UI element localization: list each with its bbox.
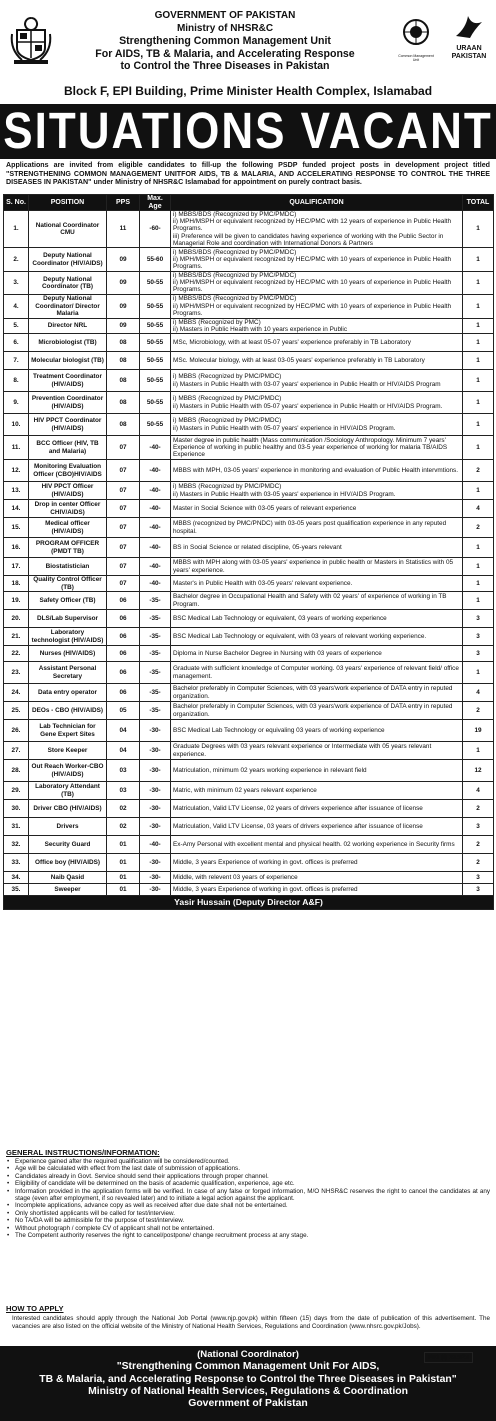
cell-max-age: -30- <box>140 720 171 742</box>
cell-position: Driver CBO (HIV/AIDS) <box>29 800 107 818</box>
cell-sno: 18. <box>4 576 29 592</box>
cell-max-age: 50-55 <box>140 370 171 392</box>
cell-position: Data entry operator <box>29 684 107 702</box>
table-row <box>4 818 494 836</box>
cell-pps: 01 <box>107 884 140 896</box>
cell-pps: 06 <box>107 684 140 702</box>
cell-total: 1 <box>463 318 494 333</box>
cell-sno: 30. <box>4 800 29 818</box>
cell-position: HIV PPCT Officer (HIV/AIDS) <box>29 482 107 500</box>
cell-pps: 03 <box>107 760 140 782</box>
instruction-item: • Only shortlisted applicants will be called for test/interview. <box>6 1210 490 1217</box>
cmu-logo-caption: Common Management Unit <box>398 54 434 62</box>
cell-position: Deputy National Coordinator/ Director Malaria <box>29 294 107 318</box>
header-pps: PPS <box>107 195 140 211</box>
cell-total: 3 <box>463 884 494 896</box>
cell-max-age: -35- <box>140 610 171 628</box>
cell-qualification: i) MBBS/BDS (Recognized by PMC/PMDC) ii) MPH/MSPH or equivalent recognized by HEC/PMC with 12 years of experience in Public Health Programs. iii) Preference will be given to candidates having experience of working with the Public Sector in Managerial Role and coordination with International Donors & Partners <box>171 211 463 248</box>
banner-text: SITUATIONS VACANT <box>3 103 493 160</box>
table-row <box>4 854 494 872</box>
cell-pps: 04 <box>107 720 140 742</box>
table-row <box>4 294 494 318</box>
cell-sno: 25. <box>4 702 29 720</box>
cell-total: 2 <box>463 836 494 854</box>
cell-pps: 05 <box>107 702 140 720</box>
cell-max-age: -30- <box>140 884 171 896</box>
cmu-logo-icon <box>396 18 436 62</box>
cell-sno: 5. <box>4 318 29 333</box>
cell-total: 1 <box>463 662 494 684</box>
header-address: Block F, EPI Building, Prime Minister Health Complex, Islamabad <box>63 84 433 98</box>
cell-max-age: -35- <box>140 684 171 702</box>
cell-total: 12 <box>463 760 494 782</box>
cell-sno: 32. <box>4 836 29 854</box>
cell-pps: 04 <box>107 742 140 760</box>
cell-position: Sweeper <box>29 884 107 896</box>
cell-qualification: Ex-Amy Personal with excellent mental and physical health. 02 working experience in Security firms <box>171 836 463 854</box>
table-row <box>4 884 494 896</box>
header-line-government: GOVERNMENT OF PAKISTAN <box>154 10 296 21</box>
cell-qualification: i) MBBS/BDS (Recognized by PMC/PMDC) ii) MPH/MSPH or equivalent recognized by HEC/PMC with 10 years of experience in Public Health Programs. <box>171 248 463 272</box>
cell-qualification: i) MBBS (Recognized by PMC) ii) Masters in Public Health with 10 years experience in Public <box>171 318 463 333</box>
cell-sno: 6. <box>4 334 29 352</box>
cell-sno: 28. <box>4 760 29 782</box>
cell-sno: 22. <box>4 646 29 662</box>
table-row <box>4 352 494 370</box>
cell-sno: 24. <box>4 684 29 702</box>
table-row <box>4 576 494 592</box>
cell-total: 1 <box>463 482 494 500</box>
cell-total: 1 <box>463 352 494 370</box>
cell-qualification: Matriculation, Valid LTV License, 02 years of drivers experience after issuance of license <box>171 800 463 818</box>
signatory-row <box>4 896 494 910</box>
cell-total: 3 <box>463 646 494 662</box>
cell-position: DEOs - CBO (HIV/AIDS) <box>29 702 107 720</box>
cell-pps: 01 <box>107 872 140 884</box>
cell-total: 4 <box>463 684 494 702</box>
cell-position: Naib Qasid <box>29 872 107 884</box>
cell-pps: 07 <box>107 482 140 500</box>
table-row <box>4 592 494 610</box>
cell-pps: 07 <box>107 436 140 460</box>
table-row <box>4 538 494 558</box>
cell-total: 1 <box>463 592 494 610</box>
footer-line-unit: "Strengthening Common Management Unit For AIDS, <box>116 1361 380 1373</box>
cell-pps: 02 <box>107 800 140 818</box>
table-row <box>4 720 494 742</box>
cell-qualification: Bachelor degree in Occupational Health and Safety with 02 years' of experience of working in TB Program. <box>171 592 463 610</box>
cell-qualification: BSC Medical Lab Technology or equivalent, with 03 years of relevant working experience. <box>171 628 463 646</box>
cell-qualification: i) MBBS (Recognized by PMC/PMDC) ii) Masters in Public Health with 03-05 years' experience in HIV/AIDS Program. <box>171 482 463 500</box>
cell-position: Security Guard <box>29 836 107 854</box>
cell-qualification: i) MBBS (Recognized by PMC/PMDC) ii) Masters in Public Health with 05-07 years' experience in HIV/AIDS Program. <box>171 414 463 436</box>
cell-sno: 8. <box>4 370 29 392</box>
cell-position: Medical officer (HIV/AIDS) <box>29 518 107 538</box>
cell-pps: 08 <box>107 334 140 352</box>
table-row <box>4 248 494 272</box>
cell-qualification: Middle, 3 years Experience of working in govt. offices is preferred <box>171 854 463 872</box>
cell-max-age: 50-55 <box>140 414 171 436</box>
cell-position: Quality Control Officer (TB) <box>29 576 107 592</box>
cell-max-age: -30- <box>140 800 171 818</box>
cell-pps: 09 <box>107 272 140 295</box>
cell-sno: 15. <box>4 518 29 538</box>
table-row <box>4 662 494 684</box>
instruction-item: • No TA/DA will be admissible for the purpose of test/interview. <box>6 1217 490 1224</box>
cell-total: 2 <box>463 702 494 720</box>
cell-total: 1 <box>463 211 494 248</box>
footer-line-government: Government of Pakistan <box>188 1398 308 1410</box>
table-row <box>4 872 494 884</box>
general-instructions-title: GENERAL INSTRUCTIONS/INFORMATION: <box>6 1148 160 1157</box>
cell-total: 1 <box>463 576 494 592</box>
cell-position: Nurses (HIV/AIDS) <box>29 646 107 662</box>
cell-max-age: -40- <box>140 436 171 460</box>
cell-position: PROGRAM OFFICER (PMDT TB) <box>29 538 107 558</box>
cell-position: Treatment Coordinator (HIV/AIDS) <box>29 370 107 392</box>
cell-sno: 14. <box>4 500 29 518</box>
cell-total: 2 <box>463 460 494 482</box>
cell-total: 1 <box>463 272 494 295</box>
table-row <box>4 414 494 436</box>
cell-max-age: -30- <box>140 760 171 782</box>
cell-sno: 21. <box>4 628 29 646</box>
table-row <box>4 782 494 800</box>
cell-position: Office boy (HIV/AIDS) <box>29 854 107 872</box>
cell-pps: 03 <box>107 782 140 800</box>
cell-qualification: Diploma in Nurse Bachelor Degree in Nursing with 03 years of experience <box>171 646 463 662</box>
cell-total: 3 <box>463 610 494 628</box>
cell-sno: 3. <box>4 272 29 295</box>
header-line-unit: Strengthening Common Management Unit <box>119 35 331 48</box>
table-row <box>4 742 494 760</box>
cell-max-age: -30- <box>140 818 171 836</box>
cell-max-age: -40- <box>140 482 171 500</box>
table-row <box>4 702 494 720</box>
cell-max-age: -30- <box>140 872 171 884</box>
table-row <box>4 436 494 460</box>
cell-position: Molecular biologist (TB) <box>29 352 107 370</box>
cell-max-age: -40- <box>140 460 171 482</box>
cell-sno: 13. <box>4 482 29 500</box>
cell-max-age: 50-55 <box>140 392 171 414</box>
cell-max-age: -60- <box>140 211 171 248</box>
cell-qualification: Bachelor preferably in Computer Sciences, with 03 years'work experience of DATA entry in reputed organization. <box>171 684 463 702</box>
header-qualification: QUALIFICATION <box>171 195 463 211</box>
table-row <box>4 684 494 702</box>
cell-total: 1 <box>463 248 494 272</box>
cell-pps: 06 <box>107 610 140 628</box>
cell-max-age: -30- <box>140 782 171 800</box>
cell-position: Deputy National Coordinator (TB) <box>29 272 107 295</box>
cell-qualification: Middle, 3 years Experience of working in govt. offices is preferred <box>171 884 463 896</box>
cell-qualification: MBBS (recognized by PMC/PNDC) with 03-05 years post qualification experience in any reputed hospital. <box>171 518 463 538</box>
cell-total: 3 <box>463 818 494 836</box>
cell-max-age: -40- <box>140 500 171 518</box>
cell-total: 1 <box>463 436 494 460</box>
table-row <box>4 836 494 854</box>
table-row <box>4 800 494 818</box>
header-text-block <box>60 10 390 73</box>
cell-total: 2 <box>463 854 494 872</box>
table-row <box>4 482 494 500</box>
cell-position: HIV PPCT Coordinator (HIV/AIDS) <box>29 414 107 436</box>
cell-qualification: Master degree in public health (Mass communication /Sociology Anthropology. Minimum 7 years' Experience of working in public healthy and 03-5 year experience of working for malaria TB/AIDS Experience <box>171 436 463 460</box>
table-header-row <box>4 195 494 211</box>
cell-pps: 07 <box>107 518 140 538</box>
cell-sno: 27. <box>4 742 29 760</box>
cell-sno: 29. <box>4 782 29 800</box>
header-line-response: For AIDS, TB & Malaria, and Accelerating Response <box>95 47 355 60</box>
cell-total: 1 <box>463 538 494 558</box>
cell-pps: 09 <box>107 248 140 272</box>
cell-total: 2 <box>463 518 494 538</box>
table-row <box>4 334 494 352</box>
pakistan-emblem-icon <box>8 14 54 66</box>
cell-position: Safety Officer (TB) <box>29 592 107 610</box>
table-row <box>4 760 494 782</box>
cell-total: 1 <box>463 414 494 436</box>
cell-max-age: -40- <box>140 576 171 592</box>
footer-signature-block <box>0 1346 496 1421</box>
cell-qualification: Matriculation, Valid LTV License, 03 years of drivers experience after issuance of license <box>171 818 463 836</box>
instruction-item: • Experience gained after the required qualification will be considered/counted. <box>6 1158 490 1165</box>
cell-sno: 12. <box>4 460 29 482</box>
cell-position: Drivers <box>29 818 107 836</box>
cell-position: Drop in center Officer CHIV/AIDS) <box>29 500 107 518</box>
cell-sno: 7. <box>4 352 29 370</box>
cell-max-age: -35- <box>140 628 171 646</box>
table-row <box>4 500 494 518</box>
cell-position: Laboratory Attendant (TB) <box>29 782 107 800</box>
cell-max-age: 50-55 <box>140 352 171 370</box>
table-row <box>4 610 494 628</box>
cell-max-age: 50-55 <box>140 318 171 333</box>
signatory-name: Yasir Hussain (Deputy Director A&F) <box>4 896 494 910</box>
instruction-item: • Without photograph / complete CV of applicant shall not be entertained. <box>6 1225 490 1232</box>
cell-position: Lab Technician for Gene Expert Sites <box>29 720 107 742</box>
cell-qualification: MSc. Molecular biology, with at least 03-05 years' experience preferably in TB Laboratory <box>171 352 463 370</box>
cell-pps: 07 <box>107 558 140 576</box>
cell-position: Director NRL <box>29 318 107 333</box>
cell-max-age: -35- <box>140 646 171 662</box>
table-row <box>4 460 494 482</box>
cell-total: 19 <box>463 720 494 742</box>
cell-total: 4 <box>463 500 494 518</box>
cell-position: DLS/Lab Supervisor <box>29 610 107 628</box>
cell-pps: 11 <box>107 211 140 248</box>
header-total: TOTAL <box>463 195 494 211</box>
cell-qualification: Matriculation, minimum 02 years working experience in relevant field <box>171 760 463 782</box>
cell-pps: 08 <box>107 352 140 370</box>
cell-position: Assistant Personal Secretary <box>29 662 107 684</box>
footer-line-diseases: TB & Malaria, and Accelerating Response to Control the Three Diseases in Pakistan" <box>39 1373 457 1385</box>
cell-qualification: Matric, with minimum 02 years relevant experience <box>171 782 463 800</box>
situations-vacant-banner <box>0 104 496 159</box>
cell-qualification: Middle, with relevent 03 years of experience <box>171 872 463 884</box>
cell-sno: 33. <box>4 854 29 872</box>
cell-qualification: MBBS with MPH, 03-05 years' experience in monitoring and evaluation of Public Health intervmtions. <box>171 460 463 482</box>
cell-qualification: Master in Social Science with 03-05 years of relevant experience <box>171 500 463 518</box>
cell-sno: 34. <box>4 872 29 884</box>
cell-sno: 9. <box>4 392 29 414</box>
cell-pps: 07 <box>107 500 140 518</box>
how-to-apply-title: HOW TO APPLY <box>6 1304 64 1313</box>
cell-max-age: -35- <box>140 702 171 720</box>
instruction-item: • Information provided in the application forms will be verified. In case of any false or forged information, M/O NHSR&C reserves the right to cancel the candidates at any stage (even after employment, if so revealed later) and to initiate a legal action against the applicant. <box>6 1188 490 1203</box>
table-row <box>4 518 494 538</box>
cell-qualification: Graduate with sufficient knowledge of Computer working. 03 years' experience of relevant field/ office management. <box>171 662 463 684</box>
table-row <box>4 370 494 392</box>
table-row <box>4 272 494 295</box>
cell-sno: 20. <box>4 610 29 628</box>
cell-max-age: 50-55 <box>140 334 171 352</box>
cell-total: 2 <box>463 800 494 818</box>
instruction-item: • The Competent authority reserves the right to cancel/postpone/ change recruitment process at any stage. <box>6 1232 490 1239</box>
cell-sno: 17. <box>4 558 29 576</box>
cell-pps: 02 <box>107 818 140 836</box>
header <box>0 0 496 102</box>
cell-sno: 11. <box>4 436 29 460</box>
cell-pps: 09 <box>107 294 140 318</box>
cell-qualification: i) MBBS (Recognized by PMC/PMDC) ii) Masters in Public Health with 03-07 years' experience in Public Health or HIV/AIDS Program <box>171 370 463 392</box>
table-row <box>4 558 494 576</box>
header-max-age: Max. Age <box>140 195 171 211</box>
cell-position: BCC Officer (HIV, TB and Malaria) <box>29 436 107 460</box>
intro-paragraph: Applications are invited from eligible candidates to fill-up the following PSDP funded project posts in development project titled "STRENGTHENING COMMON MANAGEMENT UNITFOR AIDS, TB & MALARIA, AND ACCELERATING RESPONSE TO CONTROL THE THREE DISEASES IN PAKISTAN" under Ministry of NHSR&C Islamabad for appointment on purely contract basis. <box>6 161 490 187</box>
positions-table <box>3 194 494 910</box>
cell-position: Microbiologist (TB) <box>29 334 107 352</box>
cell-qualification: MBBS with MPH along with 03-05 years' experience in public health or Masters in Statistics with 05 years' experience. <box>171 558 463 576</box>
header-sno: S. No. <box>4 195 29 211</box>
cell-total: 3 <box>463 872 494 884</box>
cell-sno: 23. <box>4 662 29 684</box>
footer-line-ministry: Ministry of National Health Services, Regulations & Coordination <box>88 1385 408 1397</box>
cell-pps: 06 <box>107 628 140 646</box>
cell-pps: 08 <box>107 370 140 392</box>
header-line-ministry: Ministry of NHSR&C <box>176 22 274 34</box>
general-instructions-list <box>6 1158 490 1239</box>
cell-max-age: 55-60 <box>140 248 171 272</box>
cell-pps: 08 <box>107 392 140 414</box>
cell-pps: 06 <box>107 592 140 610</box>
cell-total: 1 <box>463 370 494 392</box>
cell-pps: 07 <box>107 460 140 482</box>
cell-qualification: Master's in Public Health with 03-05 years' relevant experience. <box>171 576 463 592</box>
header-position: POSITION <box>29 195 107 211</box>
cell-pps: 07 <box>107 538 140 558</box>
cell-total: 4 <box>463 782 494 800</box>
table-row <box>4 646 494 662</box>
how-to-apply-text: Interested candidates should apply through the National Job Portal (www.njp.gov.pk) within fifteen (15) days from the date of publication of this advertisement. The vacancies are also listed on the official website of the Ministry of National Health Services, Regulations and Coordination (www.nhsrc.gov.pk/Jobs). <box>12 1315 490 1330</box>
cell-qualification: Bachelor preferably in Computer Sciences, with 03 years'work experience of DATA entry in reputed organization. <box>171 702 463 720</box>
cell-pps: 09 <box>107 318 140 333</box>
cell-max-age: -35- <box>140 662 171 684</box>
footer-line-coordinator: (National Coordinator) <box>197 1349 299 1360</box>
instruction-item: • Age will be calculated with effect from the last date of submission of applications. <box>6 1165 490 1172</box>
cell-position: Laboratory technologist (HIV/AIDS) <box>29 628 107 646</box>
uraan-pakistan-text: URAAN PAKISTAN <box>451 45 487 60</box>
cell-sno: 19. <box>4 592 29 610</box>
cell-position: National Coordinator CMU <box>29 211 107 248</box>
cell-max-age: -30- <box>140 742 171 760</box>
cell-qualification: BSC Medical Lab Technology or equivalent, 03 years of working experience <box>171 610 463 628</box>
uraan-pakistan-logo <box>448 14 490 66</box>
cell-qualification: Graduate Degrees with 03 years relevant experience or Intermediate with 05 years relevant experience. <box>171 742 463 760</box>
cell-total: 1 <box>463 742 494 760</box>
cell-sno: 26. <box>4 720 29 742</box>
pid-badge: PID (I) 154/25 <box>424 1352 473 1363</box>
cell-qualification: i) MBBS/BDS (Recognized by PMC/PMDC) ii) MPH/MSPH or equivalent recognized by HEC/PMC with 10 years of experience in Public Health Programs. <box>171 272 463 295</box>
instruction-item: • Candidates already in Govt. Service should send their applications through proper channel. <box>6 1173 490 1180</box>
cell-sno: 31. <box>4 818 29 836</box>
cell-max-age: -40- <box>140 518 171 538</box>
cell-pps: 06 <box>107 662 140 684</box>
table-row <box>4 211 494 248</box>
cell-max-age: -30- <box>140 854 171 872</box>
cell-max-age: -40- <box>140 538 171 558</box>
cell-max-age: 50-55 <box>140 272 171 295</box>
cell-position: Deputy National Coordinator (HIV/AIDS) <box>29 248 107 272</box>
cell-pps: 07 <box>107 576 140 592</box>
cell-max-age: -35- <box>140 592 171 610</box>
cell-qualification: MSc, Microbiology, with at least 05-07 years' experience preferably in TB Laboratory <box>171 334 463 352</box>
cell-sno: 35. <box>4 884 29 896</box>
cell-qualification: i) MBBS/BDS (Recognized by PMC/PMDC) ii) MPH/MSPH or equivalent recognized by HEC/PMC with 10 years of experience in Public Health Programs. <box>171 294 463 318</box>
cell-pps: 08 <box>107 414 140 436</box>
cell-sno: 2. <box>4 248 29 272</box>
cell-position: Monitoring Evaluation Officer (CBO)HIV/AIDS <box>29 460 107 482</box>
table-row <box>4 318 494 333</box>
table-body <box>4 211 494 896</box>
table-row <box>4 628 494 646</box>
cell-position: Biostatistician <box>29 558 107 576</box>
cell-pps: 01 <box>107 854 140 872</box>
instruction-item: • Incomplete applications, advance copy as well as received after due date shall not be entertained. <box>6 1202 490 1209</box>
header-line-control: to Control the Three Diseases in Pakistan <box>120 60 330 73</box>
cell-max-age: -40- <box>140 836 171 854</box>
cell-max-age: -40- <box>140 558 171 576</box>
cell-qualification: i) MBBS (Recognized by PMC/PMDC) ii) Masters in Public Health with 05-07 years' experience in Public Health or HIV/AIDS Program. <box>171 392 463 414</box>
table-row <box>4 392 494 414</box>
cell-sno: 10. <box>4 414 29 436</box>
cell-pps: 01 <box>107 836 140 854</box>
cell-qualification: BS in Social Science or related discipline, 05-years relevant <box>171 538 463 558</box>
cell-sno: 4. <box>4 294 29 318</box>
cell-pps: 06 <box>107 646 140 662</box>
cell-position: Out Reach Worker-CBO (HIV/AIDS) <box>29 760 107 782</box>
instruction-item: • Eligibility of candidate will be determined on the basis of academic qualification, experience, age etc. <box>6 1180 490 1187</box>
cell-total: 1 <box>463 392 494 414</box>
cell-total: 3 <box>463 628 494 646</box>
cell-total: 1 <box>463 334 494 352</box>
cell-position: Prevention Coordinator (HIV/AIDS) <box>29 392 107 414</box>
cell-total: 1 <box>463 294 494 318</box>
bird-icon <box>454 14 484 40</box>
cell-max-age: 50-55 <box>140 294 171 318</box>
cell-qualification: BSC Medical Lab Technology or equivaling 03 years of working experience <box>171 720 463 742</box>
cell-sno: 1. <box>4 211 29 248</box>
cell-sno: 16. <box>4 538 29 558</box>
cell-position: Store Keeper <box>29 742 107 760</box>
cell-total: 1 <box>463 558 494 576</box>
